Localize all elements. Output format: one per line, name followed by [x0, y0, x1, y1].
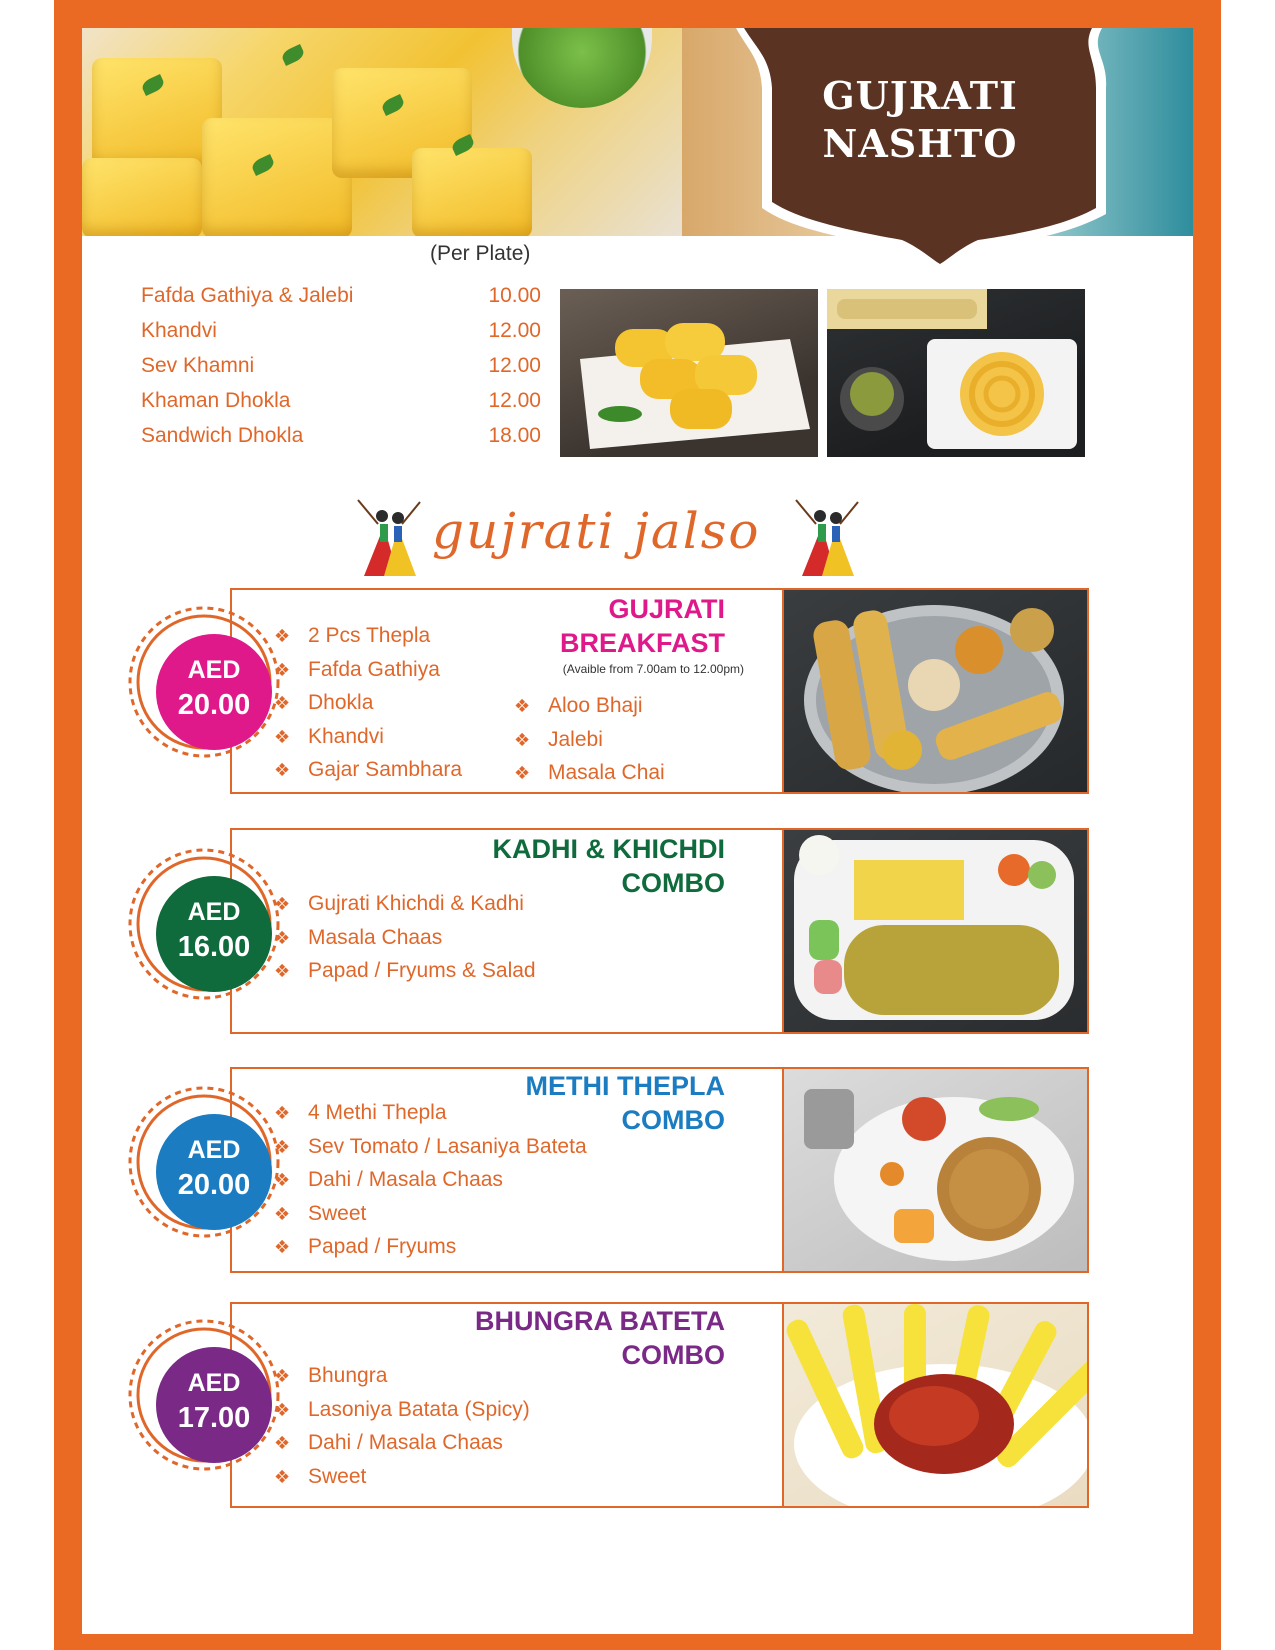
list-item: ❖ Dhokla	[274, 691, 374, 715]
diamond-cluster-icon: ❖	[274, 1103, 291, 1123]
diamond-cluster-icon: ❖	[274, 659, 291, 680]
combo-title: BHUNGRA BATETA COMBO	[475, 1306, 725, 1370]
list-item: ❖ 4 Methi Thepla	[274, 1101, 447, 1124]
diamond-cluster-icon: ❖	[274, 626, 291, 646]
list-item: ❖ Dahi / Masala Chaas	[274, 1168, 503, 1192]
list-item: ❖ Lasoniya Batata (Spicy)	[274, 1397, 530, 1421]
list-item: Fafda Gathiya & Jalebi 10.00	[141, 284, 541, 307]
list-item: Sev Khamni 12.00	[141, 354, 541, 377]
list-item: Khandvi 12.00	[141, 319, 541, 342]
diamond-cluster-icon: ❖	[514, 696, 531, 716]
combo-items	[274, 1364, 530, 1498]
combo-title: METHI THEPLA COMBO	[525, 1071, 725, 1135]
list-item: ❖ Aloo Bhaji	[514, 694, 643, 717]
price-badge: AED 17.00	[126, 1317, 282, 1473]
diamond-cluster-icon: ❖	[514, 763, 531, 784]
diamond-cluster-icon: ❖	[274, 1170, 291, 1191]
list-item: ❖ Papad / Fryums	[274, 1235, 457, 1259]
per-plate-note: (Per Plate)	[430, 242, 531, 265]
availability-note: (Avaible from 7.00am to 12.00pm)	[562, 662, 744, 676]
dhokla-photo	[82, 28, 682, 236]
list-item: ❖ Masala Chai	[514, 761, 665, 785]
diamond-cluster-icon: ❖	[274, 1203, 291, 1224]
khandvi-photo	[560, 289, 818, 457]
list-item: ❖ Dahi / Masala Chaas	[274, 1431, 503, 1455]
diamond-cluster-icon: ❖	[274, 927, 291, 948]
breakfast-thali-photo	[784, 590, 1087, 792]
list-item: ❖ Gajar Sambhara	[274, 758, 463, 782]
list-item: ❖ Gujrati Khichdi & Kadhi	[274, 892, 524, 915]
diamond-cluster-icon: ❖	[514, 729, 531, 750]
diamond-cluster-icon: ❖	[274, 726, 291, 747]
price-badge: AED 16.00	[126, 846, 282, 1002]
list-item: ❖ Bhungra	[274, 1364, 388, 1387]
methi-thepla-photo	[784, 1069, 1087, 1271]
combo-items	[274, 1101, 587, 1269]
diamond-cluster-icon: ❖	[274, 693, 291, 714]
price-badge: AED 20.00	[126, 1084, 282, 1240]
combo-card-breakfast	[230, 588, 1089, 794]
diamond-cluster-icon: ❖	[274, 760, 291, 781]
combo-title: GUJRATI BREAKFAST	[559, 594, 725, 658]
list-item: ❖ Masala Chaas	[274, 925, 443, 949]
combo-items	[274, 624, 462, 792]
combo-items	[274, 892, 536, 993]
fafda-jalebi-photo	[827, 289, 1085, 457]
list-item: ❖ Sev Tomato / Lasaniya Bateta	[274, 1134, 587, 1158]
garba-dancers-icon	[354, 496, 424, 580]
list-item: ❖ Papad / Fryums & Salad	[274, 959, 536, 983]
list-item: ❖ Sweet	[274, 1464, 367, 1488]
kadhi-khichdi-photo	[784, 830, 1087, 1032]
menu-sheet	[82, 28, 1193, 1634]
diamond-cluster-icon: ❖	[274, 894, 291, 914]
nashto-list	[141, 284, 541, 459]
list-item: ❖ Sweet	[274, 1201, 367, 1225]
list-item: ❖ Jalebi	[514, 727, 603, 751]
diamond-cluster-icon: ❖	[274, 1466, 291, 1487]
diamond-cluster-icon: ❖	[274, 961, 291, 982]
price-badge: AED 20.00	[126, 604, 282, 760]
list-item: ❖ Khandvi	[274, 724, 384, 748]
list-item: ❖ Fafda Gathiya	[274, 657, 440, 681]
diamond-cluster-icon: ❖	[274, 1433, 291, 1454]
combo-card-kadhi-khichdi	[230, 828, 1089, 1034]
diamond-cluster-icon: ❖	[274, 1366, 291, 1386]
diamond-cluster-icon: ❖	[274, 1237, 291, 1258]
diamond-cluster-icon: ❖	[274, 1136, 291, 1157]
garba-dancers-icon	[792, 496, 862, 580]
list-item: Khaman Dhokla 12.00	[141, 389, 541, 412]
section-title: GUJRATI NASHTO	[822, 73, 1018, 166]
diamond-cluster-icon: ❖	[274, 1399, 291, 1420]
combo-title: KADHI & KHICHDI COMBO	[492, 834, 725, 898]
jalso-heading: gujrati jalso	[432, 502, 761, 560]
combo-card-bhungra-bateta	[230, 1302, 1089, 1508]
bhungra-bateta-photo	[784, 1304, 1087, 1506]
combo-items-extra	[514, 694, 665, 795]
list-item: Sandwich Dhokla 18.00	[141, 424, 541, 447]
list-item: ❖ 2 Pcs Thepla	[274, 624, 431, 647]
combo-card-methi-thepla	[230, 1067, 1089, 1273]
